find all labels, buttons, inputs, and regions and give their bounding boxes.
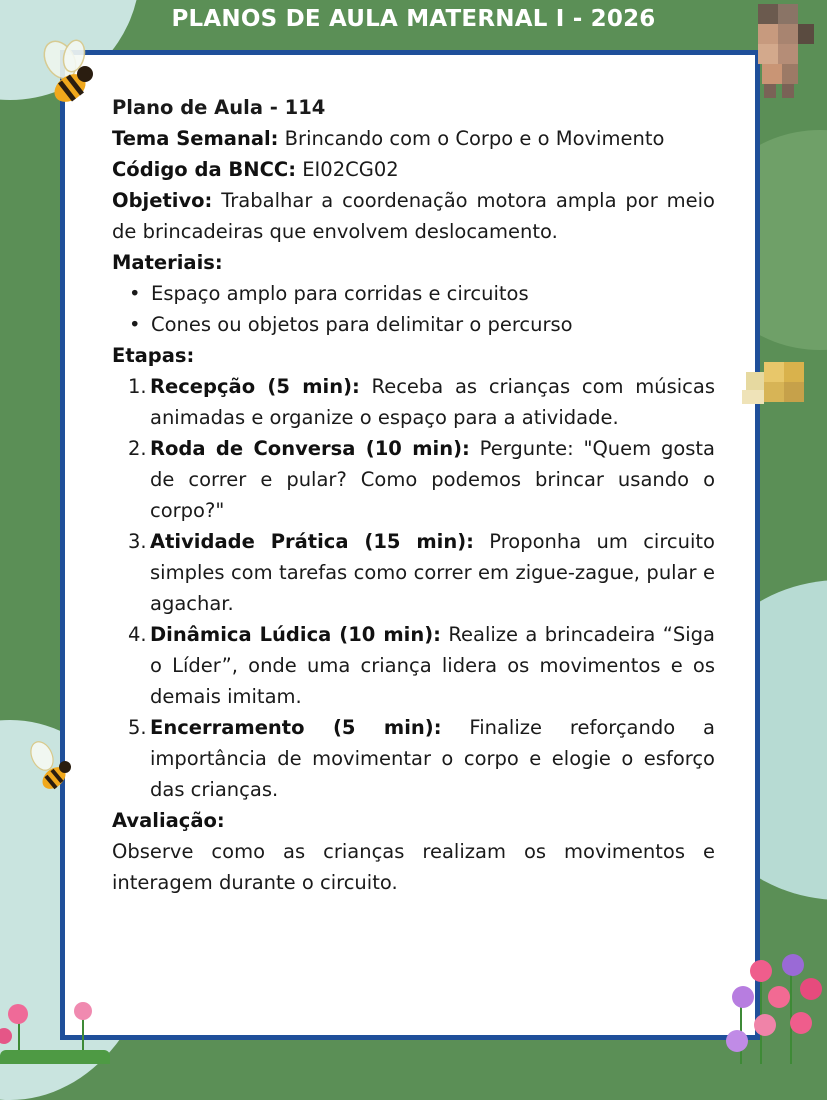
step-title: Roda de Conversa (10 min): xyxy=(150,437,470,460)
step-item xyxy=(128,526,715,619)
bee-icon xyxy=(22,738,84,800)
objective-line xyxy=(112,185,715,247)
step-number: 2. xyxy=(128,437,147,460)
lesson-plan-content xyxy=(112,92,715,898)
step-title: Recepção (5 min): xyxy=(150,375,360,398)
step-text: Pergunte: "Quem gosta de correr e pular? Como podemos brincar usando o corpo?" xyxy=(150,437,716,522)
evaluation-label: Avaliação: xyxy=(112,809,225,832)
bee-icon xyxy=(30,38,108,116)
step-item xyxy=(128,433,716,526)
objective-label: Objetivo: xyxy=(112,189,213,212)
step-number: 3. xyxy=(128,530,147,553)
materials-label: Materiais: xyxy=(112,251,223,274)
objective-value: Trabalhar a coordenação motora ampla por meio de brincadeiras que envolvem deslocamento. xyxy=(112,189,715,243)
step-number: 1. xyxy=(128,375,147,398)
steps-label: Etapas: xyxy=(112,344,195,367)
step-text: Finalize reforçando a importância de movimentar o corpo e elogie o esforço das crianças. xyxy=(150,716,715,801)
bncc-label: Código da BNCC: xyxy=(112,158,297,181)
theme-line xyxy=(112,123,715,154)
steps-list xyxy=(112,371,715,805)
evaluation-text: Observe como as crianças realizam os movimentos e interagem durante o circuito. xyxy=(112,840,715,894)
step-text: Realize a brincadeira “Siga o Líder”, onde uma criança lidera os movimentos e os demais imitam. xyxy=(150,623,715,708)
step-item xyxy=(128,619,715,712)
plan-number: Plano de Aula - 114 xyxy=(112,96,326,119)
step-number: 5. xyxy=(128,716,147,739)
pixelated-character-icon xyxy=(742,352,808,410)
bncc-line xyxy=(112,154,715,185)
list-item: • Espaço amplo para corridas e circuitos xyxy=(151,278,715,309)
materials-list xyxy=(112,278,715,340)
page-title: PLANOS DE AULA MATERNAL I - 2026 xyxy=(171,6,656,32)
list-item: • Cones ou objetos para delimitar o percurso xyxy=(151,309,715,340)
theme-label: Tema Semanal: xyxy=(112,127,279,150)
step-title: Encerramento (5 min): xyxy=(150,716,442,739)
bncc-value: EI02CG02 xyxy=(296,158,399,181)
step-item xyxy=(128,712,715,805)
step-text: Proponha um circuito simples com tarefas como correr em zigue-zague, pular e agachar. xyxy=(150,530,715,615)
step-title: Atividade Prática (15 min): xyxy=(150,530,474,553)
flower-icon xyxy=(720,950,827,1064)
step-title: Dinâmica Lúdica (10 min): xyxy=(150,623,441,646)
step-number: 4. xyxy=(128,623,147,646)
pixelated-character-icon xyxy=(740,4,818,100)
flower-icon xyxy=(0,1000,110,1064)
step-text: Receba as crianças com músicas animadas e organize o espaço para a atividade. xyxy=(150,375,715,429)
theme-value: Brincando com o Corpo e o Movimento xyxy=(278,127,665,150)
step-item xyxy=(128,371,715,433)
